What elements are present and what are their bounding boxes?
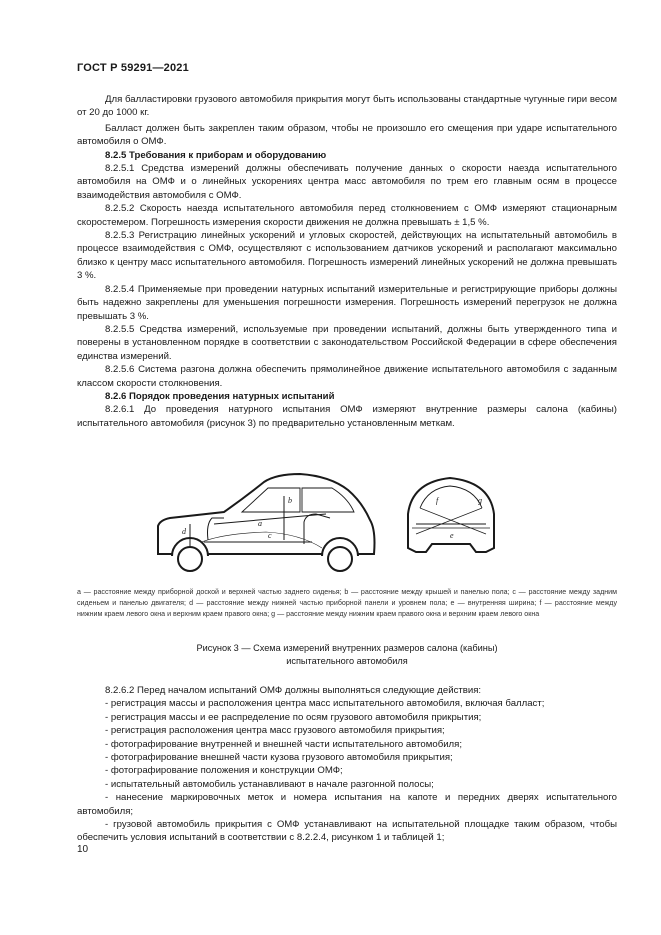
label-a: a	[258, 519, 262, 528]
paragraph: 8.2.6.1 До проведения натурного испытания ОМФ измеряют внутренние размеры салона (кабины) испытательного автомобиля (рисунок 3) по предварительно установленным меткам.	[77, 404, 617, 429]
car-front-view	[408, 478, 494, 552]
label-f: f	[436, 496, 439, 505]
label-d: d	[182, 527, 186, 536]
list-item: - фотографирование внутренней и внешней части испытательного автомобиля;	[105, 738, 463, 750]
list-intro: 8.2.6.2 Перед началом испытаний ОМФ должны выполняться следующие действия:	[105, 685, 482, 696]
section-heading: 8.2.5 Требования к приборам и оборудованию	[105, 149, 327, 161]
paragraph: 8.2.5.1 Средства измерений должны обеспечивать получение данных о скорости наезда испытательного автомобиля на ОМФ и о линейных ускорениях центра масс автомобиля по трем его главным осям в процессе взаимодействия автомобиля с ОМФ.	[77, 163, 617, 201]
list-item: - регистрация массы и ее распределение по осям грузового автомобиля прикрытия;	[105, 711, 482, 723]
figure-3-diagram	[150, 468, 530, 576]
front-wheel	[178, 547, 202, 571]
list-item: - регистрация расположения центра масс грузового автомобиля прикрытия;	[105, 725, 445, 737]
figure-caption-line-1: Рисунок 3 — Схема измерений внутренних размеров салона (кабины)	[196, 643, 498, 653]
list-item: - фотографирование положения и конструкции ОМФ;	[105, 765, 343, 777]
label-e: e	[450, 531, 454, 540]
figure-caption	[77, 642, 617, 668]
label-c: c	[268, 531, 272, 540]
label-g: g	[478, 496, 482, 505]
rear-wheel	[328, 547, 352, 571]
list-item: - грузовой автомобиль прикрытия с ОМФ устанавливают на испытательной площадке таким образом, чтобы обеспечить условия испытаний в соответствии с 8.2.2.4, рисунком 1 и таблицей 1;	[77, 819, 617, 844]
list-item: - нанесение маркировочных меток и номера испытания на капоте и передних дверях испытательного автомобиля;	[77, 792, 617, 817]
list-item: - испытательный автомобиль устанавливают в начале разгонной полосы;	[105, 778, 434, 790]
paragraph: 8.2.5.2 Скорость наезда испытательного автомобиля перед столкновением с ОМФ измеряют стационарным скоростемером. Погрешность измерения скорости движения не должна превышать ± 1,5 %.	[77, 203, 617, 228]
figure-legend: a — расстояние между приборной доской и верхней частью заднего сиденья; b — расстояние между крышей и панелью пола; c — расстояние между задним сиденьем и панелью двигателя; d — расстояние между нижней частью приборной панели и уровнем пола; e — внутренняя ширина; f — расстояние между нижним краем левого окна и верхним краем правого окна; g — расстояние между нижним краем правого окна и верхним краем левого окна	[77, 588, 617, 619]
body-text	[77, 93, 617, 430]
paragraph: Балласт должен быть закреплен таким образом, чтобы не произошло его смещения при ударе испытательного автомобиля о ОМФ.	[77, 122, 617, 148]
paragraph: 8.2.5.6 Система разгона должна обеспечить прямолинейное движение испытательного автомобиля с заданным классом скорости столкновения.	[77, 364, 617, 389]
label-b: b	[288, 496, 292, 505]
paragraph: 8.2.5.3 Регистрацию линейных ускорений и угловых скоростей, действующих на испытательный автомобиль в процессе взаимодействия с ОМФ, осуществляют с использованием датчиков ускорений и располагают максимально близко к центру масс испытательного автомобиля. Погрешность измерений линейных ускорений не должна превышать 3 %.	[77, 230, 617, 282]
paragraph: Для балластировки грузового автомобиля прикрытия могут быть использованы стандартные чугунные гири весом от 20 до 1000 кг.	[77, 94, 617, 119]
page-number: 10	[77, 844, 89, 855]
paragraph: 8.2.5.5 Средства измерений, используемые при проведении испытаний, должны быть утвержденного типа и поверены в установленном порядке в соответствии с законодательством Российской Федерации в сфере обеспечения единства измерений.	[77, 323, 617, 362]
figure-caption-line-2: испытательного автомобиля	[286, 656, 408, 666]
section-heading: 8.2.6 Порядок проведения натурных испытаний	[105, 390, 335, 402]
action-list	[77, 684, 617, 845]
document-header: ГОСТ Р 59291—2021	[77, 62, 189, 74]
list-item: - регистрация массы и расположения центра масс испытательного автомобиля, включая балласт;	[105, 698, 545, 710]
list-item: - фотографирование внешней части кузова грузового автомобиля прикрытия;	[105, 752, 453, 764]
paragraph: 8.2.5.4 Применяемые при проведении натурных испытаний измерительные и регистрирующие приборы должны быть надежно закреплены для уменьшения погрешности измерения. Погрешность измерений перегрузок не должна превышать 3 %.	[77, 283, 617, 322]
